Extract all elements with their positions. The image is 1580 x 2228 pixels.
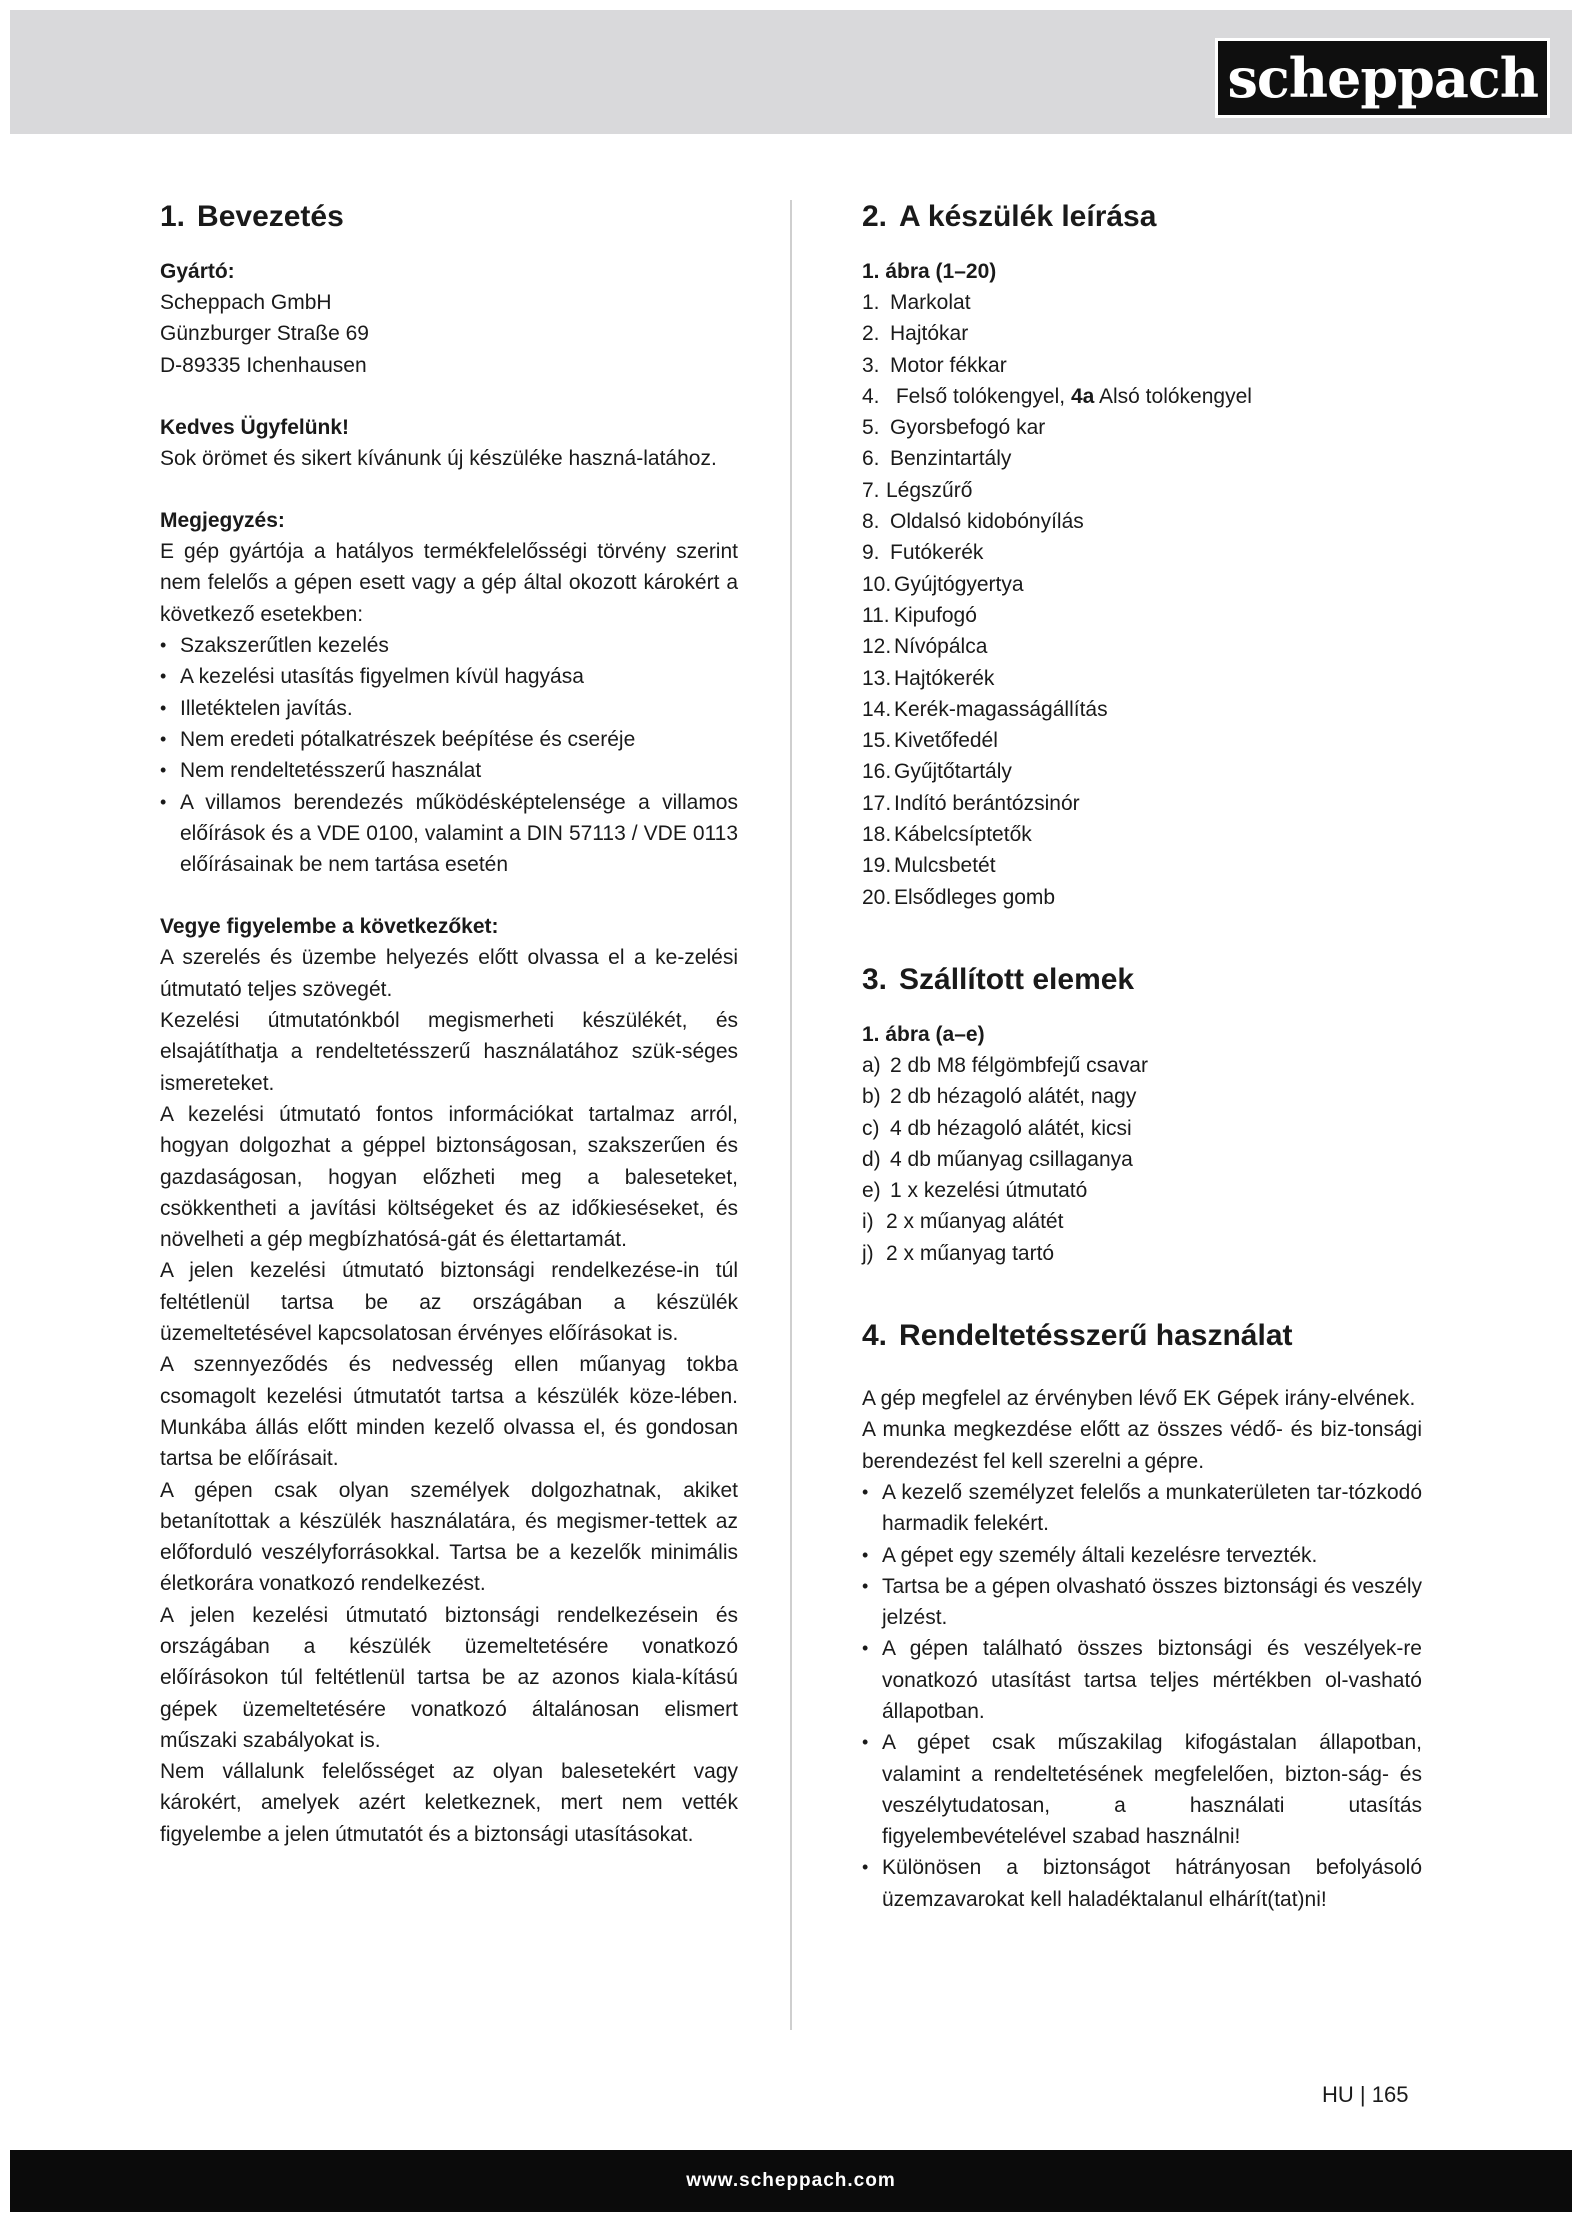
paragraph: Nem vállalunk felelősséget az olyan balesetekért vagy károkért, amelyek azért keletkeznek, mert nem vették figyelembe a jelen útmutatót és a biztonsági utasításokat.: [160, 1760, 738, 1846]
list-item: • Illetéktelen javítás.: [160, 693, 738, 724]
list-item: d) 4 db műanyag csillaganya: [862, 1147, 1133, 1171]
list-item: • A gépet egy személy általi kezelésre tervezték.: [862, 1540, 1422, 1571]
page-number: HU | 165: [1322, 2082, 1409, 2107]
list-item: • A villamos berendezés működésképtelensége a villamos előírások és a VDE 0100, valamint a DIN 57113 / VDE 0113 előírásainak be nem tartása esetén: [160, 787, 738, 881]
note-title: Megjegyzés:: [160, 509, 285, 533]
paragraph: Kezelési útmutatónkból megismerheti készülékét, és elsajátíthatja a rendeltetésszerű használatához szük-séges ismereteket.: [160, 1009, 738, 1095]
list-item: 4. Felső tolókengyel, 4a Alsó tolókengyel: [862, 384, 1252, 408]
greeting-text: Sok örömet és sikert kívánunk új készüléke haszná-latához.: [160, 446, 717, 470]
manufacturer-line: Günzburger Straße 69: [160, 322, 369, 346]
list-item: 17. Indító berántózsinór: [862, 791, 1080, 815]
website-link[interactable]: www.scheppach.com: [686, 2170, 896, 2191]
greeting-title: Kedves Ügyfelünk!: [160, 415, 350, 439]
paragraph: A szennyeződés és nedvesség ellen műanyag tokba csomagolt kezelési útmutatót tartsa a készülék köze-lében. Munkába állás előtt minden kezelő olvassa el, és gondosan tartsa be előírásait.: [160, 1353, 738, 1471]
list-item: 9. Futókerék: [862, 541, 984, 565]
figure-ref: 1. ábra (a–e): [862, 1022, 985, 1046]
list-item: 1. Markolat: [862, 291, 971, 314]
section-3-heading: 3. Szállított elemek: [862, 962, 1135, 996]
list-item: 7. Légszűrő: [862, 478, 973, 502]
footer-band: [10, 2150, 1572, 2212]
left-column: [160, 196, 738, 1850]
supplied-list: [862, 1050, 1422, 1269]
list-item: • Szakszerűtlen kezelés: [160, 630, 738, 661]
manufacturer-line: D-89335 Ichenhausen: [160, 353, 367, 377]
right-column: [862, 196, 1422, 1915]
list-item: 8. Oldalsó kidobónyílás: [862, 510, 1084, 534]
list-item: • A gépet csak műszakilag kifogástalan állapotban, valamint a rendeltetésének megfelelően, bizton-ság- és veszélytudatosan, a használati utasítás figyelembevételével szabad használni!: [862, 1727, 1422, 1852]
figure-ref: 1. ábra (1–20): [862, 260, 997, 283]
paragraph: A gépen csak olyan személyek dolgozhatnak, akiket betanítottak a készülék használatára, és megismer-tettek az előforduló veszélyforrásokkal. Tartsa be a kezelők minimális életkorára vonatkozó rendelkezést.: [160, 1478, 738, 1596]
header-band: [10, 10, 1572, 134]
list-item: • Tartsa be a gépen olvasható összes biztonsági és veszély jelzést.: [862, 1571, 1422, 1634]
list-item: • A kezelési utasítás figyelmen kívül hagyása: [160, 661, 738, 692]
list-item: 5. Gyorsbefogó kar: [862, 416, 1046, 440]
list-item: 18. Kábelcsíptetők: [862, 823, 1032, 847]
manufacturer-line: Scheppach GmbH: [160, 291, 332, 314]
list-item: e) 1 x kezelési útmutató: [862, 1179, 1088, 1203]
list-item: • Nem eredeti pótalkatrészek beépítése és cseréje: [160, 724, 738, 755]
list-item: 13. Hajtókerék: [862, 666, 995, 690]
section-1-heading: 1. Bevezetés: [160, 200, 344, 233]
list-item: a) 2 db M8 félgömbfejű csavar: [862, 1053, 1148, 1077]
list-item: 2. Hajtókar: [862, 322, 969, 346]
list-item: 3. Motor fékkar: [862, 353, 1007, 377]
list-item: 6. Benzintartály: [862, 447, 1012, 471]
paragraph: A munka megkezdése előtt az összes védő- és biz-tonsági berendezést fel kell szerelni a gépre.: [862, 1418, 1422, 1473]
list-item: c) 4 db hézagoló alátét, kicsi: [862, 1116, 1132, 1140]
list-item: j) 2 x műanyag tartó: [862, 1241, 1055, 1265]
scheppach-logo: scheppach: [1215, 38, 1550, 118]
consider-title: Vegye figyelembe a következőket:: [160, 915, 499, 939]
column-divider: [790, 200, 792, 2030]
list-item: • Különösen a biztonságot hátrányosan befolyásoló üzemzavarokat kell haladéktalanul elhárít(tat)ni!: [862, 1852, 1422, 1915]
list-item: 10. Gyújtógyertya: [862, 572, 1024, 596]
list-item: • A gépen található összes biztonsági és veszélyek-re vonatkozó utasítást tartsa teljes mértékben ol-vasható állapotban.: [862, 1633, 1422, 1727]
parts-list: [862, 287, 1422, 913]
list-item: 20. Elsődleges gomb: [862, 885, 1056, 909]
list-item: 11. Kipufogó: [862, 603, 977, 627]
list-item: 15. Kivetőfedél: [862, 729, 998, 753]
list-item: • A kezelő személyzet felelős a munkaterületen tar-tózkodó harmadik felekért.: [862, 1477, 1422, 1540]
note-bullet-list: [160, 630, 738, 880]
list-item: i) 2 x műanyag alátét: [862, 1210, 1064, 1234]
usage-bullet-list: [862, 1477, 1422, 1915]
paragraph: A jelen kezelési útmutató biztonsági rendelkezése-in túl feltétlenül tartsa be az országában a készülék üzemeltetésével kapcsolatosan érvényes előírásokat is.: [160, 1259, 738, 1346]
paragraph: A jelen kezelési útmutató biztonsági rendelkezésein és országában a készülék üzemeltetésére vonatkozó előírásokon túl feltétlenül tartsa be az azonos kiala-kítású gépek üzemeltetésére vonatkozó általánosan elismert műszaki szabályokat is.: [160, 1603, 738, 1752]
section-2-heading: 2. A készülék leírása: [862, 200, 1157, 233]
manufacturer-label: Gyártó:: [160, 260, 235, 283]
list-item: 16. Gyűjtőtartály: [862, 760, 1012, 784]
paragraph: A kezelési útmutató fontos információkat tartalmaz arról, hogyan dolgozhat a géppel biztonságosan, szakszerűen és gazdaságosan, hogyan előzheti meg a baleseteket, csökkentheti a javítási költségeket és az időkieséseket, és növelheti a gép megbízhatósá-gát és élettartamát.: [160, 1102, 738, 1252]
section-4-heading: 4. Rendeltetésszerű használat: [862, 1319, 1293, 1353]
list-item: • Nem rendeltetésszerű használat: [160, 755, 738, 786]
list-item: 14. Kerék-magasságállítás: [862, 697, 1108, 721]
paragraph: A gép megfelel az érvényben lévő EK Gépek irány-elvének.: [862, 1387, 1416, 1411]
list-item: b) 2 db hézagoló alátét, nagy: [862, 1085, 1137, 1109]
list-item: 19. Mulcsbetét: [862, 854, 996, 878]
note-text: E gép gyártója a hatályos termékfelelősségi törvény szerint nem felelős a gépen esett vagy a gép által okozott károkért a következő esetekben:: [160, 540, 738, 626]
paragraph: A szerelés és üzembe helyezés előtt olvassa el a ke-zelési útmutató teljes szövegét.: [160, 946, 738, 1001]
list-item: 12. Nívópálca: [862, 635, 988, 659]
